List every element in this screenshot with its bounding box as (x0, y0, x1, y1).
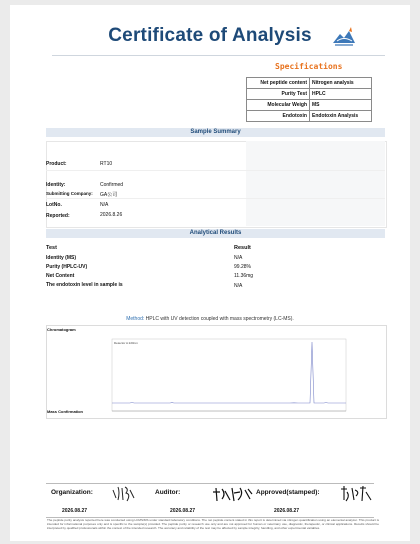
spec-label: Purity Test (247, 89, 310, 100)
page-title: Certificate of Analysis (108, 25, 312, 46)
test-result: 11.36mg (234, 273, 254, 279)
company-value: GA公司 (100, 192, 118, 198)
certificate-page (10, 5, 410, 541)
test-name: Net Content (46, 273, 75, 279)
method-text: HPLC with UV detection coupled with mass spectrometry (LC-MS). (145, 316, 294, 322)
table-row (247, 78, 372, 89)
sample-summary-shade (246, 141, 385, 226)
test-name: The endotoxin level in sample is (46, 282, 123, 288)
reported-value: 2026.8.26 (100, 212, 123, 218)
table-row (247, 89, 372, 100)
mass-confirmation-label: Mass Confirmation (47, 409, 84, 414)
spec-label: Endotoxin (247, 111, 310, 122)
auditor-date: 2026.08.27 (170, 508, 196, 514)
footnote-text: The peptide purity analysis reported here was conducted using LCMS/MS under standard laboratory conditions. The net peptide content stated in this report is determined via nitrogen quantification using an elemental analyzer. This product is intended for informational purposes only and is specific to the sample(s) provided. The peptide purity or research use only and are not approved for human or veterinary use, diagnostic, therapeutic, or clinical applications. Results should be interpreted by qualified professionals within the context of the intended research. The accuracy and reliability of the test may be affected by sample integrity, handling, and other experimental variables. (47, 518, 379, 530)
organization-date: 2026.08.27 (62, 508, 88, 514)
method-line (10, 316, 410, 322)
spec-value: HPLC (310, 89, 372, 100)
product-value: RT10 (100, 161, 113, 167)
spec-label: Net peptide content (247, 78, 310, 89)
spec-value: Nitrogen analysis (310, 78, 372, 89)
result-column-header: Result (234, 245, 251, 251)
test-result: N/A (234, 255, 243, 261)
organization-signature (110, 482, 136, 506)
spec-value: MS (310, 100, 372, 111)
table-row (247, 100, 372, 111)
approved-date: 2026.08.27 (274, 508, 300, 514)
row-divider (46, 170, 385, 171)
test-result: N/A (234, 283, 243, 289)
specifications-title: Specifications (275, 62, 343, 71)
table-row (247, 111, 372, 122)
lot-label: LotNo. (46, 202, 62, 208)
organization-label: Organization: (51, 489, 93, 496)
test-result: 99.28% (234, 264, 251, 270)
specifications-table (246, 77, 372, 122)
auditor-signature (210, 482, 256, 506)
row-divider (46, 198, 385, 199)
identity-value: Confirmed (100, 182, 124, 188)
company-label: Submitting Company: (46, 191, 93, 196)
test-name: Purity (HPLC-UV) (46, 264, 88, 270)
method-label: Method: (126, 316, 145, 322)
spec-value: Endotoxin Analysis (310, 111, 372, 122)
product-label: Product: (46, 161, 67, 167)
identity-label: Identity: (46, 182, 66, 188)
mountain-logo-icon (331, 25, 357, 47)
auditor-label: Auditor: (155, 489, 181, 496)
trace-label: Detector A 220nm (114, 341, 138, 345)
test-column-header: Test (46, 245, 57, 251)
analytical-results-header: Analytical Results (46, 229, 385, 238)
reported-label: Reported: (46, 213, 70, 219)
approved-signature (338, 482, 374, 506)
chromatogram-trace (112, 342, 346, 403)
test-name: Identity (MS) (46, 255, 76, 261)
chromatogram-label: Chromatogram (47, 327, 76, 332)
header-divider (52, 55, 385, 56)
approved-label: Approved(stamped): (256, 489, 320, 496)
lot-value: N/A (100, 202, 109, 208)
chromatogram-plot (110, 335, 348, 416)
sample-summary-header: Sample Summary (46, 128, 385, 137)
spec-label: Molecular Weigh (247, 100, 310, 111)
